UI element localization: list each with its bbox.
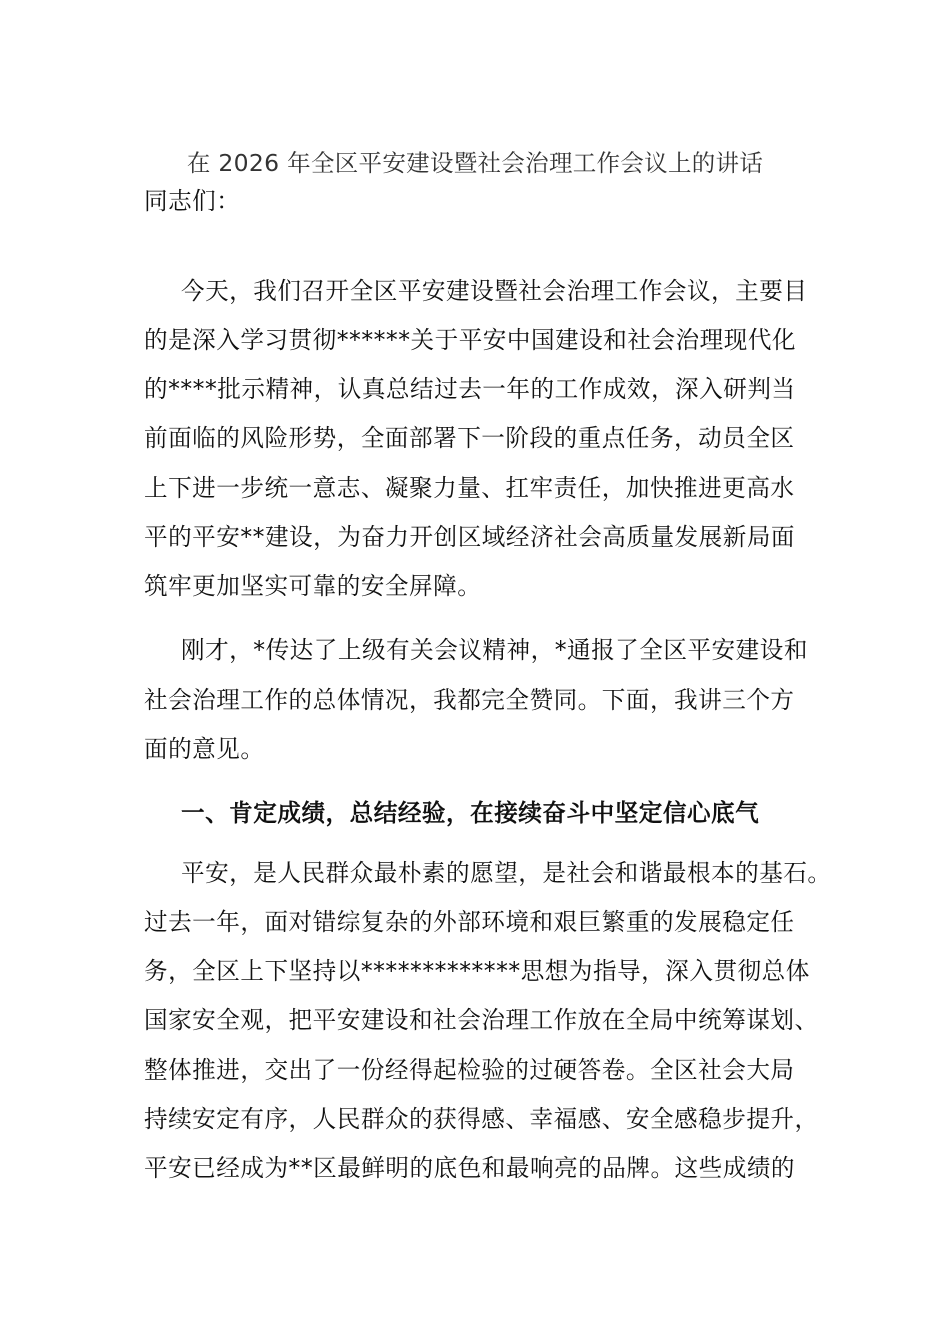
paragraph-3-line: 整体推进，交出了一份经得起检验的过硬答卷。全区社会大局	[144, 1056, 795, 1084]
paragraph-3-line: 务，全区上下坚持以*************思想为指导，深入贯彻总体	[144, 957, 810, 985]
paragraph-1-line: 的是深入学习贯彻******关于平安中国建设和社会治理现代化	[144, 326, 797, 354]
section-heading: 一、肯定成绩，总结经验，在接续奋斗中坚定信心底气	[181, 799, 760, 827]
paragraph-3-line: 过去一年，面对错综复杂的外部环境和艰巨繁重的发展稳定任	[144, 908, 795, 936]
paragraph-2-line: 刚才，*传达了上级有关会议精神，*通报了全区平安建设和	[181, 636, 808, 664]
paragraph-1-line: 筑牢更加坚实可靠的安全屏障。	[144, 572, 482, 600]
paragraph-3-line: 持续安定有序，人民群众的获得感、幸福感、安全感稳步提升，	[144, 1105, 819, 1133]
paragraph-2-line: 社会治理工作的总体情况，我都完全赞同。下面，我讲三个方	[144, 686, 795, 714]
paragraph-2-line: 面的意见。	[144, 735, 265, 763]
paragraph-1-line: 的****批示精神，认真总结过去一年的工作成效，深入研判当	[144, 375, 796, 403]
paragraph-1-line: 上下进一步统一意志、凝聚力量、扛牢责任，加快推进更高水	[144, 474, 795, 502]
paragraph-1-line: 前面临的风险形势，全面部署下一阶段的重点任务，动员全区	[144, 424, 795, 452]
paragraph-3-line: 平安，是人民群众最朴素的愿望，是社会和谐最根本的基石。	[181, 859, 832, 887]
paragraph-3-line: 国家安全观，把平安建设和社会治理工作放在全局中统筹谋划、	[144, 1006, 819, 1034]
paragraph-1-line: 平的平安**建设，为奋力开创区域经济社会高质量发展新局面	[144, 523, 796, 551]
paragraph-3-line: 平安已经成为**区最鲜明的底色和最响亮的品牌。这些成绩的	[144, 1154, 796, 1182]
paragraph-1-line: 今天，我们召开全区平安建设暨社会治理工作会议，主要目	[181, 277, 808, 305]
document-title: 在 2026 年全区平安建设暨社会治理工作会议上的讲话	[186, 149, 764, 177]
salutation: 同志们：	[144, 187, 241, 215]
